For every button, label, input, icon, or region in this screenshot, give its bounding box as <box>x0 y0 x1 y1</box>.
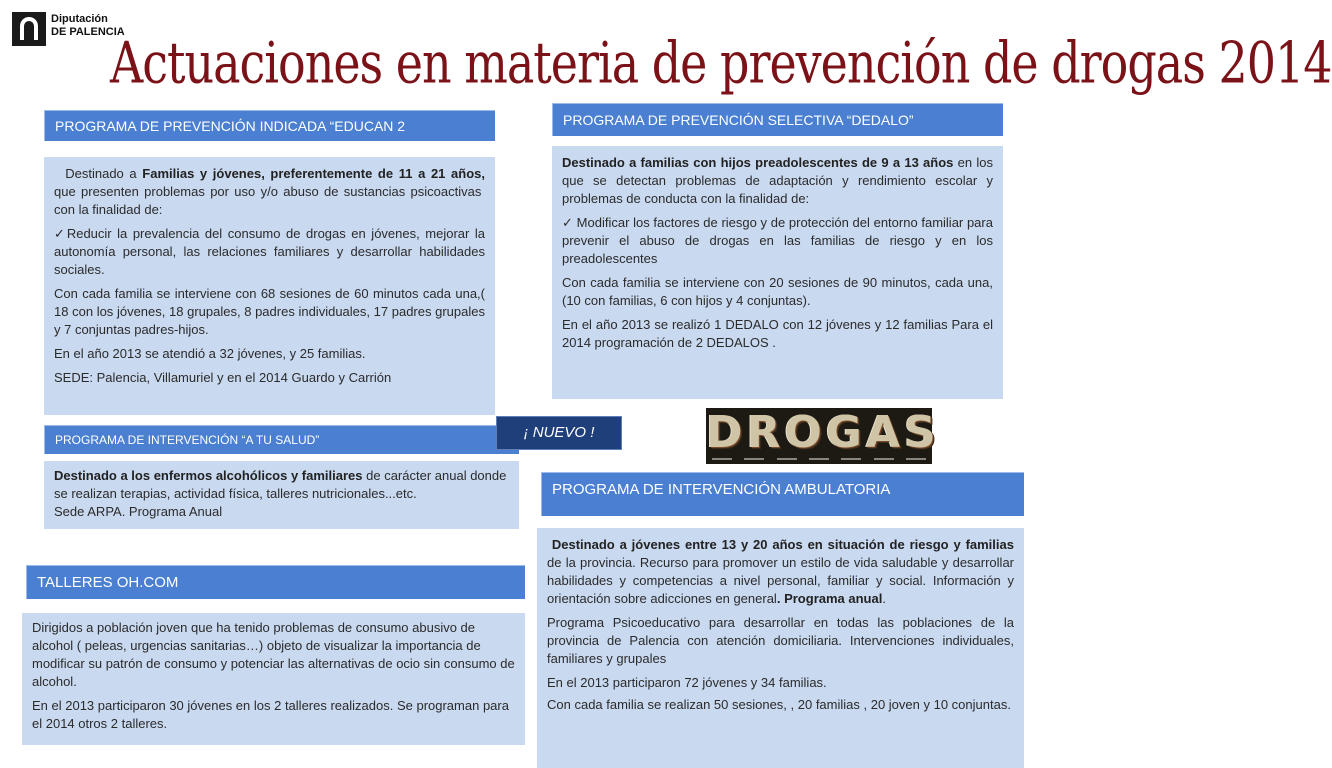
nuevo-badge: ¡ NUEVO ! <box>496 416 622 450</box>
educan-goal-text: Reducir la prevalencia del consumo de drogas en jóvenes, mejorar la autonomía personal, las relaciones familiares y desarrollar habilidades sociales. <box>54 226 485 277</box>
ambulatoria-anual-dot: . <box>882 591 886 606</box>
ambulatoria-sessions: Con cada familia se realizan 50 sesiones, , 20 familias , 20 joven y 10 conjuntas. <box>547 697 1011 712</box>
educan-intro-pre: Destinado a <box>65 166 137 181</box>
educan-sessions: Con cada familia se interviene con 68 sesiones de 60 minutos cada una,( 18 con los jóvenes, 18 grupales, 8 padres individuales, 17 padres grupales y 7 conjuntas padres-hijos. <box>54 286 485 337</box>
dedalo-goal-text: Modificar los factores de riesgo y de protección del entorno familiar para prevenir el abuso de drogas en las familias de riesgo y en los preadolescentes <box>562 215 993 266</box>
educan-goal <box>54 225 485 279</box>
salud-header: PROGRAMA DE INTERVENCIÓN “A TU SALUD” <box>44 425 519 454</box>
educan-box <box>44 157 495 415</box>
drogas-image <box>706 407 940 464</box>
salud-text <box>54 467 509 503</box>
check-icon: ✓ <box>562 215 573 230</box>
dedalo-year: En el año 2013 se realizó 1 DEDALO con 12 jóvenes y 12 familias Para el 2014 programación de 2 DEDALOS . <box>562 317 993 350</box>
ambulatoria-year: En el 2013 participaron 72 jóvenes y 34 familias. <box>547 675 827 690</box>
salud-bold: Destinado a los enfermos alcohólicos y familiares <box>54 468 363 483</box>
talleres-text: Dirigidos a población joven que ha tenido problemas de consumo abusivo de alcohol ( peleas, urgencias sanitarias…) objeto de visualizar la importancia de modificar su patrón de consumo y potenciar las alternativas de ocio sin consumo de alcohol. <box>32 620 515 689</box>
drogas-caption-strip <box>712 456 926 462</box>
dedalo-box <box>552 146 1003 399</box>
ambulatoria-intro-post: de la provincia. Recurso para promover un estilo de vida saludable y desarrollar habilidades y competencias a nivel personal, familiar y social. Información y orientación sobre adicciones en general <box>547 555 1014 606</box>
check-icon: ✓ <box>54 226 67 241</box>
dedalo-intro <box>562 154 993 208</box>
dedalo-header: PROGRAMA DE PREVENCIÓN SELECTIVA “DEDALO” <box>552 103 1003 136</box>
ambulatoria-intro-bold: Destinado a jóvenes entre 13 y 20 años en situación de riesgo y familias <box>551 537 1014 552</box>
ambulatoria-intro <box>547 536 1014 608</box>
dedalo-goal <box>562 214 993 268</box>
dedalo-intro-bold: Destinado a familias con hijos preadolescentes de 9 a 13 años <box>562 155 954 170</box>
ambulatoria-intro-dot: . <box>776 591 781 606</box>
educan-year: En el año 2013 se atendió a 32 jóvenes, y 25 familias. <box>54 346 366 361</box>
educan-intro-end: con la finalidad de: <box>54 202 163 217</box>
educan-intro-bold: Familias y jóvenes, preferentemente de 11 a 21 años, <box>142 166 485 181</box>
salud-box <box>44 461 519 529</box>
talleres-header: TALLERES OH.COM <box>26 565 525 599</box>
educan-header: PROGRAMA DE PREVENCIÓN INDICADA “EDUCAN 2 <box>44 110 495 141</box>
logo-line2: DE PALENCIA <box>51 26 125 38</box>
educan-sede: SEDE: Palencia, Villamuriel y en el 2014 Guardo y Carrión <box>54 370 392 385</box>
talleres-year: En el 2013 participaron 30 jóvenes en los 2 talleres realizados. Se programan para el 2014 otros 2 talleres. <box>32 698 509 731</box>
salud-desc: de carácter anual donde se realizan terapias, actividad física, talleres nutricionales...etc. <box>54 468 507 501</box>
dedalo-sessions: Con cada familia se interviene con 20 sesiones de 90 minutos, cada una, (10 con familias, 6 con hijos y 4 conjuntas). <box>562 275 993 308</box>
ambulatoria-box <box>537 528 1024 768</box>
diputacion-logo-icon <box>12 12 46 46</box>
logo-line1: Diputación <box>51 13 108 25</box>
drogas-word: DROGAS <box>706 407 940 458</box>
page-title: Actuaciones en materia de prevención de drogas 2014 <box>110 28 1332 97</box>
ambulatoria-program: Programa Psicoeducativo para desarrollar en todas las poblaciones de la provincia de Palencia con atención domiciliaria. Intervenciones individuales, familiares y grupales <box>547 615 1014 666</box>
educan-intro-post: que presenten problemas por uso y/o abuso de sustancias psicoactivas <box>54 184 482 199</box>
educan-intro <box>54 165 485 219</box>
dedalo-intro-post: en los que se detectan problemas de adaptación y rendimiento escolar y problemas de conducta con la finalidad de: <box>562 155 993 206</box>
ambulatoria-anual: Programa anual <box>784 591 883 606</box>
talleres-box <box>22 613 525 745</box>
ambulatoria-header: PROGRAMA DE INTERVENCIÓN AMBULATORIA <box>541 472 1024 516</box>
salud-sede: Sede ARPA. Programa Anual <box>54 504 223 519</box>
